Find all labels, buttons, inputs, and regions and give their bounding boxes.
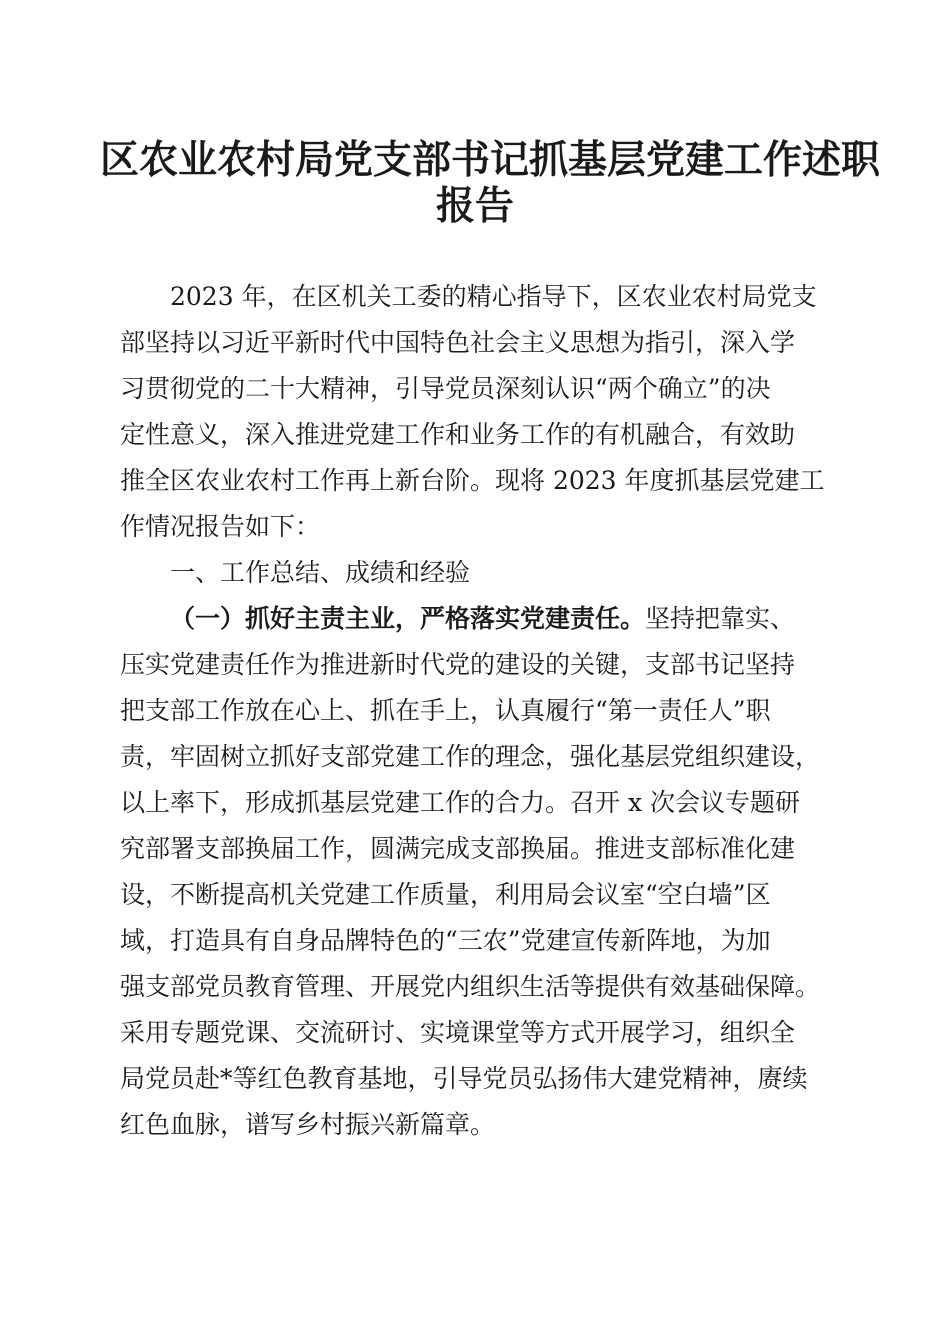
subsection-line-10: 局党员赴*等红色教育基地，引导党员弘扬伟大建党精神，赓续 — [120, 1064, 808, 1093]
subsection-first-line — [170, 596, 890, 641]
intro-line-6: 作情况报告如下： — [120, 512, 321, 541]
subsection-line-11: 红色血脉，谱写乡村振兴新篇章。 — [120, 1110, 496, 1139]
subsection-line-2: 把支部工作放在心上、抓在手上，认真履行“第一责任人”职 — [120, 696, 771, 725]
intro-line-2: 部坚持以习近平新时代中国特色社会主义思想为指引，深入学 — [120, 328, 796, 357]
intro-line-1: 2023 年，在区机关工委的精心指导下，区农业农村局党支 — [170, 282, 817, 311]
intro-line-3: 习贯彻党的二十大精神，引导党员深刻认识“两个确立”的决 — [120, 374, 771, 403]
subsection-first-line-rest: 坚持把靠实、 — [645, 604, 796, 633]
subsection-line-8: 强支部党员教育管理、开展党内组织生活等提供有效基础保障。 — [120, 972, 821, 1001]
document-title-line-1: 区农业农村局党支部书记抓基层党建工作述职 — [100, 137, 881, 183]
intro-line-4: 定性意义，深入推进党建工作和业务工作的有机融合，有效助 — [120, 420, 796, 449]
subsection-line-5: 究部署支部换届工作，圆满完成支部换届。推进支部标准化建 — [120, 834, 796, 863]
subsection-line-6: 设，不断提高机关党建工作质量，利用局会议室“空白墙”区 — [120, 880, 771, 909]
subsection-line-9: 采用专题党课、交流研讨、实境课堂等方式开展学习，组织全 — [120, 1018, 796, 1047]
intro-line-5: 推全区农业农村工作再上新台阶。现将 2023 年度抓基层党建工 — [120, 466, 825, 495]
subsection-line-4: 以上率下，形成抓基层党建工作的合力。召开 x 次会议专题研 — [120, 788, 800, 817]
subsection-lead: （一）抓好主责主业，严格落实党建责任。 — [170, 604, 646, 633]
document-title-line-2: 报告 — [435, 183, 514, 229]
subsection-line-7: 域，打造具有自身品牌特色的“三农”党建宣传新阵地，为加 — [120, 926, 771, 955]
section-heading: 一、工作总结、成绩和经验 — [170, 558, 471, 587]
subsection-line-3: 责，牢固树立抓好支部党建工作的理念，强化基层党组织建设， — [120, 742, 821, 771]
subsection-line-1: 压实党建责任作为推进新时代党的建设的关键，支部书记坚持 — [120, 650, 796, 679]
